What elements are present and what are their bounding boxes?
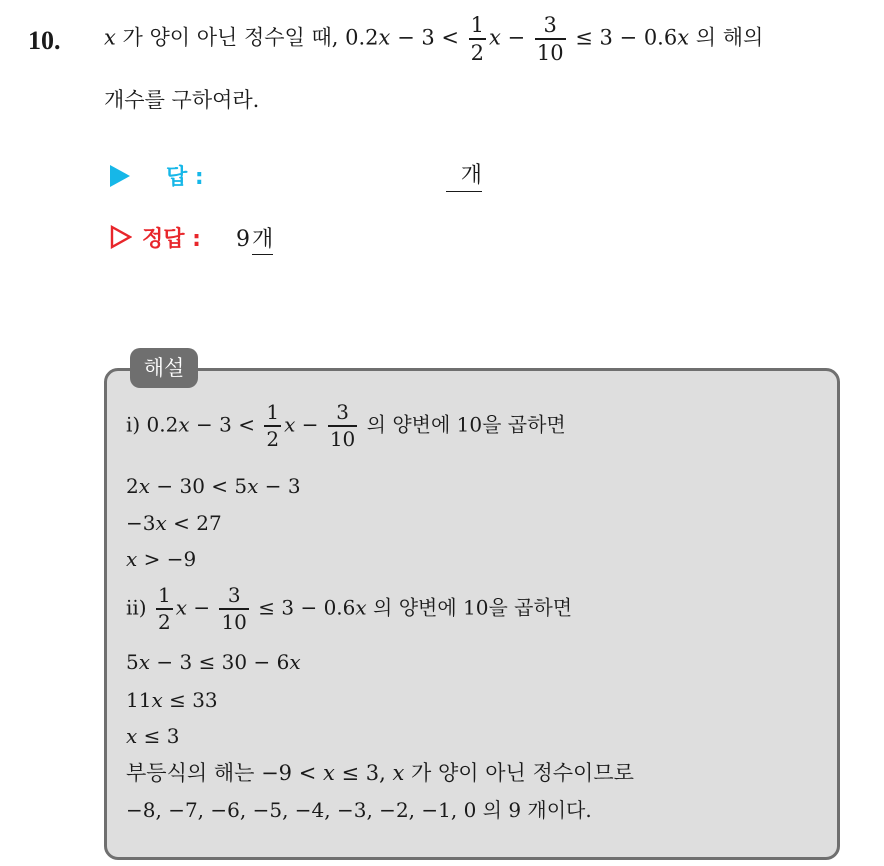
question-text: ≤ 3 − 0.6 (568, 25, 678, 50)
question-text: 의 해의 (689, 25, 764, 50)
question-line-1 (104, 14, 763, 64)
question-text: − (500, 25, 532, 50)
sol-text: 11 (126, 688, 152, 712)
var-x: x (126, 724, 138, 748)
denominator: 2 (266, 426, 280, 451)
solution-tag: 해설 (130, 348, 198, 388)
question-number: 10. (28, 26, 61, 55)
denominator: 2 (470, 40, 485, 65)
numerator: 3 (336, 400, 349, 424)
answer-label-text: 답 : (166, 165, 204, 190)
var-x: x (489, 25, 501, 50)
question-text: 가 양이 아닌 정수일 때, 0.2 (115, 25, 379, 50)
sol-text: −3 (126, 511, 156, 535)
solution-line-1 (126, 402, 566, 450)
play-triangle-icon (110, 165, 130, 187)
answer-unit: 개 (446, 158, 482, 192)
denominator: 10 (221, 609, 247, 634)
denominator: 10 (329, 426, 356, 451)
solution-line-6 (126, 652, 301, 672)
fraction-one-half (156, 585, 173, 633)
var-x: x (392, 761, 405, 785)
var-x: x (151, 688, 163, 712)
solution-line-10: −8, −7, −6, −5, −4, −3, −2, −1, 0 의 9 개이다. (126, 798, 592, 822)
fraction-one-half (469, 14, 486, 64)
sol-text: ii) (126, 595, 153, 620)
sol-text: − 3 (258, 474, 301, 498)
sol-text: 의 양변에 10을 곱하면 (366, 595, 573, 620)
sol-text: i) 0.2 (126, 412, 179, 437)
denominator: 10 (536, 40, 564, 65)
var-x: x (289, 650, 301, 674)
numerator: 1 (266, 400, 280, 424)
sol-text: 의 양변에 10을 곱하면 (360, 412, 566, 437)
sol-text: 2 (126, 474, 139, 498)
denominator: 2 (157, 609, 171, 634)
solution-line-3 (126, 513, 222, 533)
sol-text: > −9 (137, 547, 197, 571)
var-x: x (104, 25, 116, 50)
question-line-2: 개수를 구하여라. (104, 88, 260, 112)
var-x: x (355, 595, 367, 620)
correct-answer-value (236, 222, 273, 253)
sol-text: ≤ 3 − 0.6 (251, 595, 356, 620)
var-x: x (378, 25, 391, 50)
var-x: x (126, 547, 138, 571)
var-x: x (178, 412, 190, 437)
var-x: x (677, 25, 690, 50)
sol-text: − 3 ≤ 30 − 6 (150, 650, 290, 674)
sol-text: < 27 (166, 511, 222, 535)
outline-triangle-icon (110, 225, 132, 249)
fraction-three-tenths (535, 14, 566, 64)
correct-unit: 개 (252, 227, 273, 255)
solution-line-7 (126, 690, 218, 710)
sol-text: 가 양이 아닌 정수이므로 (404, 761, 634, 785)
sol-text: − (186, 595, 217, 620)
sol-text: ≤ 33 (162, 688, 218, 712)
sol-text: − (295, 412, 325, 437)
answer-blank[interactable] (446, 158, 482, 192)
correct-label-text: 정답 : (142, 227, 201, 252)
sol-text: − 3 < (189, 412, 262, 437)
solution-line-4 (126, 549, 196, 569)
var-x: x (138, 650, 151, 674)
numerator: 1 (470, 13, 485, 37)
sol-text: − 30 < 5 (150, 474, 248, 498)
numerator: 1 (157, 583, 171, 607)
solution-line-5 (126, 585, 572, 633)
fraction-one-half (264, 402, 281, 450)
var-x: x (138, 474, 151, 498)
fraction-three-tenths (328, 402, 357, 450)
solution-line-9 (126, 763, 634, 784)
sol-text: ≤ 3, (334, 761, 393, 785)
solution-line-8 (126, 726, 179, 746)
var-x: x (175, 595, 187, 620)
numerator: 3 (543, 13, 557, 37)
correct-value: 9 (236, 227, 250, 252)
answer-label (110, 160, 204, 191)
var-x: x (247, 474, 259, 498)
fraction-three-tenths (219, 585, 248, 633)
sol-text: 5 (126, 650, 139, 674)
sol-text: 부등식의 해는 −9 < (126, 761, 323, 785)
question-text: − 3 < (390, 25, 466, 50)
var-x: x (322, 761, 335, 785)
correct-answer-label (110, 222, 201, 253)
solution-line-2 (126, 476, 301, 496)
sol-text: ≤ 3 (137, 724, 180, 748)
var-x: x (284, 412, 296, 437)
var-x: x (155, 511, 167, 535)
numerator: 3 (227, 583, 241, 607)
